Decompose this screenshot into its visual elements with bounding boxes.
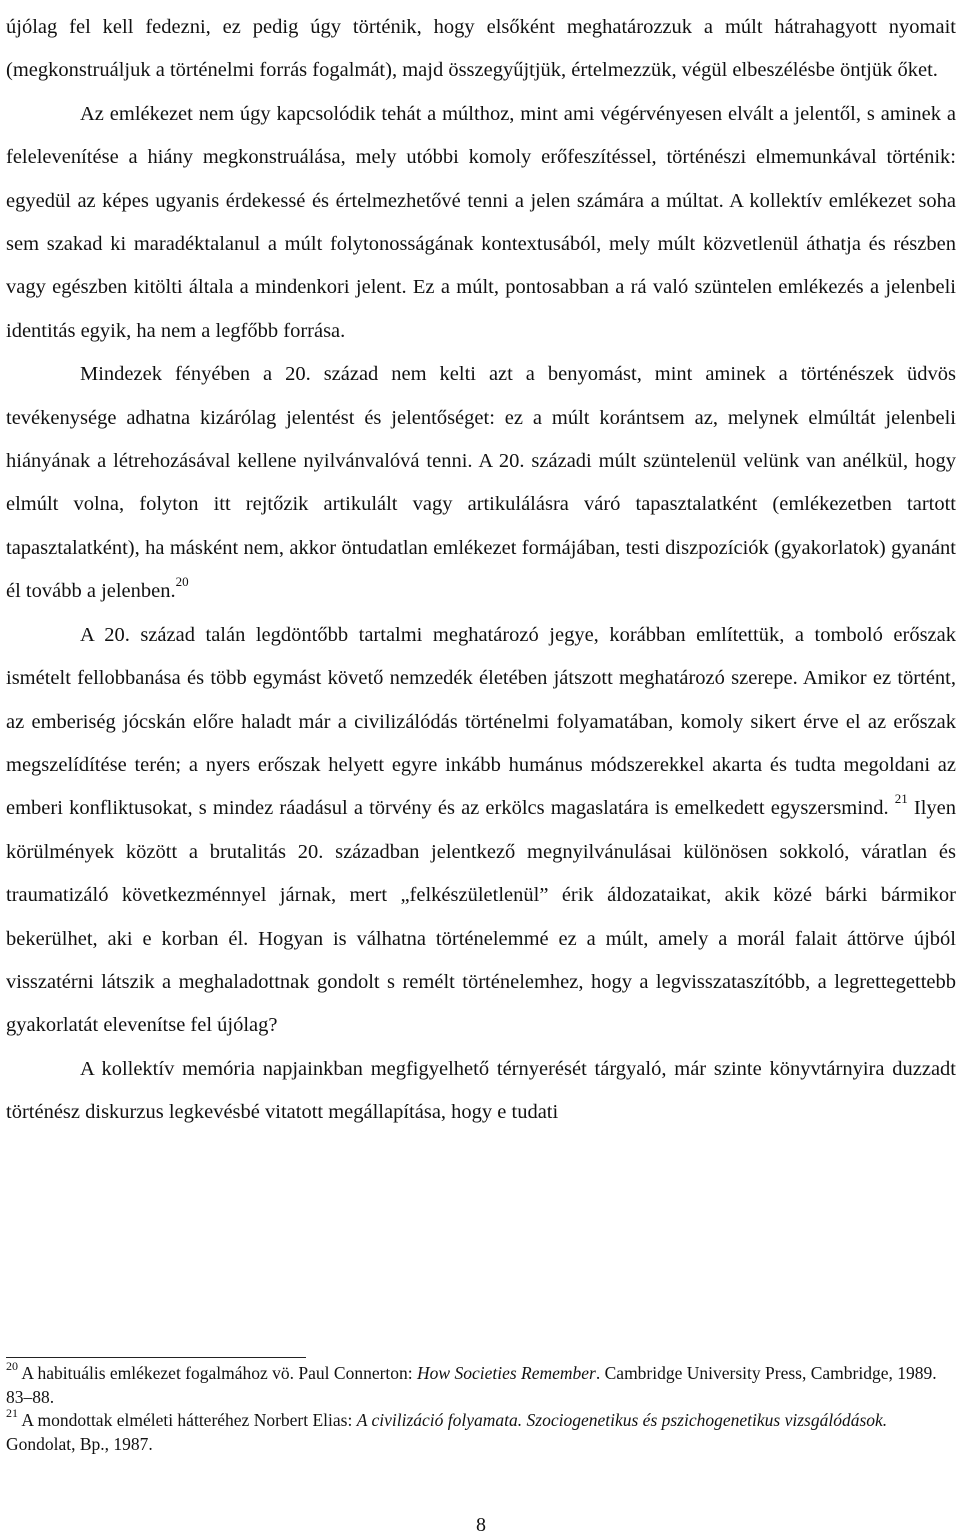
paragraph-text: Mindezek fényében a 20. század nem kelti azt a benyomást, mint aminek a történészek üdvös tevékenysége adhatna kizárólag jelentést és jelentőséget: ez a múlt korántsem az, melynek elmúltát jelenbeli hiányának a létrehozásával kellene nyilvánvalóvá tenni. A 20. századi múlt szüntelenül velünk van anélkül, hogy elmúlt volna, folyton itt rejtőzik artikulált vagy artikulálásra váró tapasztalatként (emlékezetben tartott tapasztalatként), ha másként nem, akkor öntudatlan emlékezet formájában, testi diszpozíciók (gyakorlatok) gyanánt él tovább a jelenben. [6, 363, 956, 603]
paragraph-text: A 20. század talán legdöntőbb tartalmi meghatározó jegye, korábban említettük, a tomboló erőszak ismételt fellobbanása és több egymást követő nemzedék életében játszott meghatározó szerepe. Amikor ez történt, az emberiség jócskán előre haladt már a civilizálódás történelmi folyamatában, komoly sikert érve el az erőszak megszelídítése terén; a nyers erőszak helyett egyre inkább humánus módszerekkel akarta és tudta megoldani az emberi konfliktusokat, s mindez ráadásul a törvény és az erkölcs magaslatára is emelkedett egyszersmind. [6, 623, 956, 820]
page-number: 8 [476, 1514, 486, 1536]
footnote-20 [6, 1359, 956, 1409]
footnote-number: 21 [6, 1406, 18, 1421]
paragraph-text: újólag fel kell fedezni, ez pedig úgy történik, hogy elsőként meghatározzuk a múlt hátrahagyott nyomait (megkonstruáljuk a történelmi forrás fogalmát), majd összegyűjtjük, értelmezzük, végül elbeszélésbe öntjük őket. [6, 16, 956, 82]
footnote-text-end: . Cambridge University Press, Cambridge, 1989. 83–88. [6, 1363, 937, 1407]
paragraph-1 [6, 6, 956, 93]
footnote-separator [6, 1357, 306, 1358]
paragraph-text-continued: Ilyen körülmények között a brutalitás 20. században jelentkező megnyilvánulásai különösen sokkoló, váratlan és traumatizáló következménnyel járnak, mert „felkészületlenül” érik áldozataikat, akik közé bárki bármikor bekerülhet, aki e korban él. Hogyan is válhatna történelemmé ez a múlt, amely a morál falait áttörve újból visszatérni látszik a meghaladottnak gondolt s remélt történelemhez, hogy a legvisszataszítóbb, a legrettegettebb gyakorlatát elevenítse fel újólag? [6, 797, 957, 1037]
paragraph-text: Az emlékezet nem úgy kapcsolódik tehát a múlthoz, mint ami végérvényesen elvált a jelentől, s aminek a felelevenítése a hiány megkonstruálása, mely utóbbi komoly erőfeszítéssel, történészi elmemunkával történik: egyedül az képes ugyanis érdekessé és értelmezhetővé tenni a jelen számára a múltat. A kollektív emlékezet soha sem szakad ki maradéktalanul a múlt folytonosságának kontextusából, mely múlt közvetlenül áthatja és részben vagy egészben kitölti általa a mindenkori jelent. Ez a múlt, pontosabban a rá való szüntelen emlékezés a jelenbeli identitás egyik, ha nem a legfőbb forrása. [6, 102, 956, 342]
footnote-text-end: Gondolat, Bp., 1987. [6, 1433, 153, 1454]
footnote-ref-21[interactable]: 21 [894, 791, 908, 807]
footnote-title: How Societies Remember [417, 1363, 596, 1383]
footnote-ref-20[interactable]: 20 [175, 574, 189, 590]
paragraph-3 [6, 353, 956, 613]
footnotes [6, 1359, 956, 1456]
paragraph-2 [6, 93, 956, 353]
body-text [6, 6, 956, 1135]
paragraph-5 [6, 1048, 956, 1135]
footnote-text: A habituális emlékezet fogalmához vö. Paul Connerton: [21, 1363, 418, 1383]
footnote-21 [6, 1406, 956, 1456]
paragraph-4 [6, 614, 956, 1048]
paragraph-text: A kollektív memória napjainkban megfigyelhető térnyerését tárgyaló, már szinte könyvtárnyira duzzadt történész diskurzus legkevésbé vitatott megállapítása, hogy e tudati [6, 1057, 956, 1124]
footnote-text: A mondottak elméleti hátteréhez Norbert Elias: [21, 1410, 357, 1430]
footnote-title: A civilizáció folyamata. Szociogenetikus és pszichogenetikus vizsgálódások. [356, 1410, 888, 1430]
footnote-number: 20 [6, 1359, 18, 1374]
